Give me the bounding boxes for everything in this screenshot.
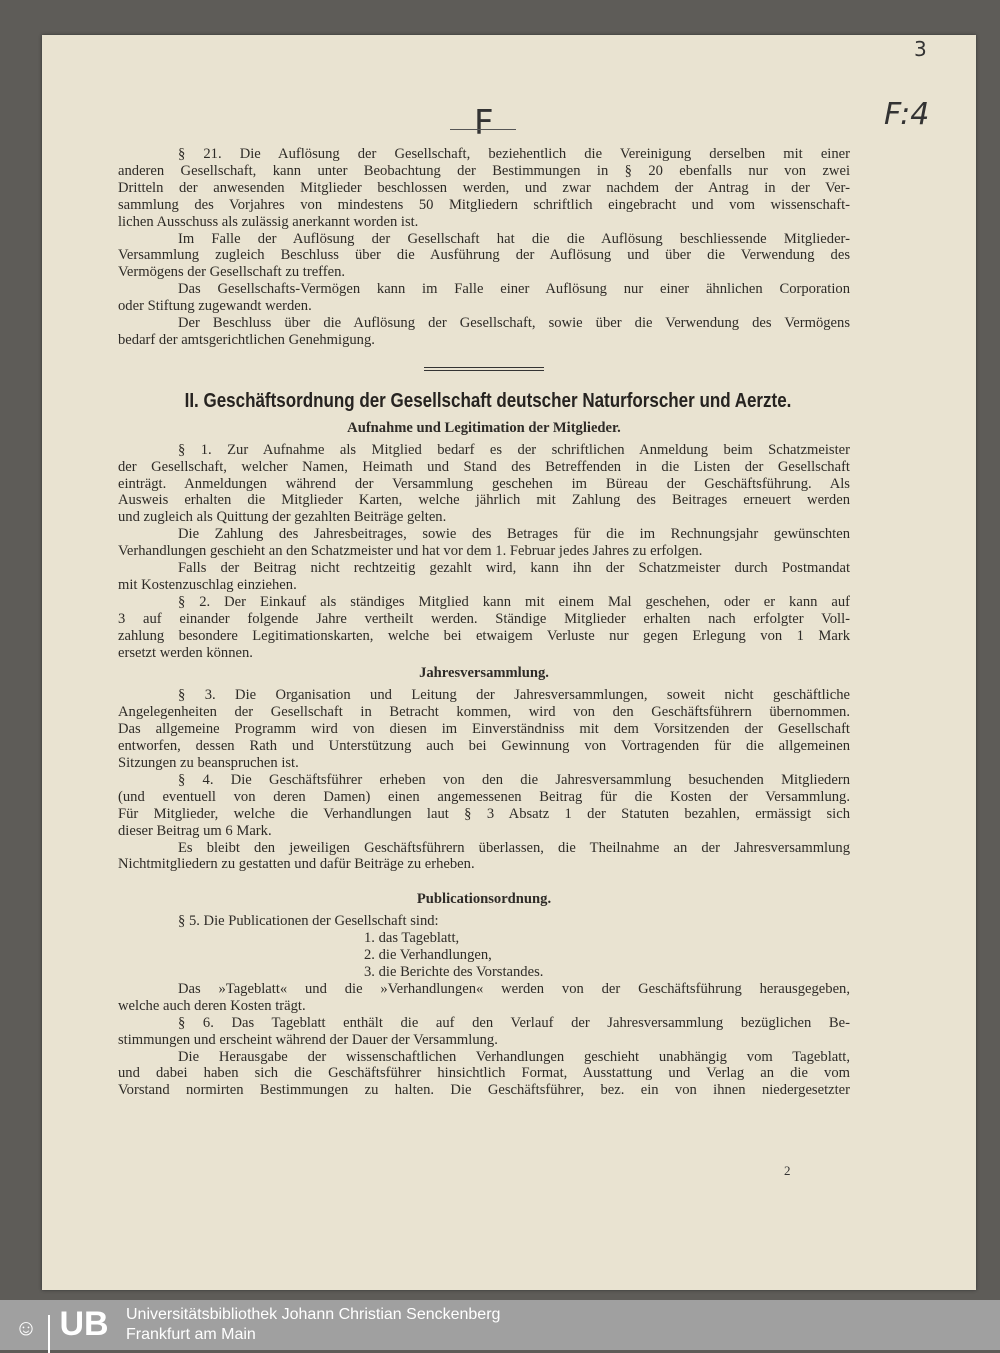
text-line: § 1. Zur Aufnahme als Mitglied bedarf es der schriftlichen Anmeldung beim Schatzmeister	[178, 441, 850, 458]
logo-text: UB	[59, 1305, 109, 1343]
list-item: 3. die Berichte des Vorstandes.	[364, 963, 544, 980]
text-line: bedarf der amtsgerichtlichen Genehmigung.	[118, 331, 375, 348]
text-line: § 21. Die Auflösung der Gesellschaft, beziehentlich die Vereinigung derselben mit einer	[178, 146, 850, 162]
text-line: Für Mitglieder, welche die Verhandlungen laut § 3 Absatz 1 der Statuten bezahlen, ermässigt sich	[118, 805, 850, 822]
text-line: zahlung besondere Legitimationskarten, welche bei etwaigem Verluste nur gegen Erlegung von 1 Mark	[118, 627, 850, 644]
page-number: 2	[784, 1163, 791, 1178]
paragraph	[118, 315, 850, 349]
text-line: Die Herausgabe der wissenschaftlichen Verhandlungen geschieht unabhängig vom Tageblatt,	[178, 1048, 850, 1065]
text-line: (und eventuell von deren Damen) einen angemessenen Beitrag für die Kosten der Versammlung.	[118, 788, 850, 805]
subheading-jahresversammlung: Jahresversammlung.	[419, 665, 549, 682]
subheading-publicationsordnung: Publicationsordnung.	[416, 891, 552, 908]
list-item: 1. das Tageblatt,	[364, 930, 460, 947]
text-line: der Gesellschaft, welcher Namen, Heimath und Stand des Betreffenden in die Listen der Gesellschaft	[118, 458, 850, 475]
text-line: Es bleibt den jeweiligen Geschäftsführern überlassen, die Theilnahme an der Jahresversammlung	[178, 839, 850, 856]
text-line: Das allgemeine Programm wird von diesen im Einverständniss mit dem Vorsitzenden der Gesellschaft	[118, 721, 850, 738]
section-publication	[118, 981, 850, 1099]
handwritten-mark: F	[474, 103, 494, 143]
text-line: § 2. Der Einkauf als ständiges Mitglied kann mit einem Mal geschehen, oder er kann auf	[178, 593, 850, 610]
paragraph	[118, 560, 850, 594]
section-heading: II. Geschäftsordnung der Gesellschaft deutscher Naturforscher und Aerzte.	[184, 389, 792, 412]
paragraph	[118, 594, 850, 662]
library-name: Universitätsbibliothek Johann Christian Senckenberg	[126, 1306, 501, 1323]
text-line: Angelegenheiten der Gesellschaft in Betracht kommen, wird von den Geschäftsführern übernommen.	[118, 704, 850, 721]
text-line: und dabei haben sich die Geschäftsführer hinsichtlich Format, Ausstattung und Verlag an die vom	[118, 1065, 850, 1082]
text-line: dieser Beitrag um 6 Mark.	[118, 822, 272, 839]
text-line: oder Stiftung zugewandt werden.	[118, 298, 312, 315]
text-line: § 3. Die Organisation und Leitung der Jahresversammlungen, soweit nicht geschäftliche	[178, 687, 850, 704]
text-line: Der Beschluss über die Auflösung der Gesellschaft, sowie über die Verwendung des Vermögens	[178, 315, 850, 332]
text-line: sammlung des Vorjahres von mindestens 50 Mitgliedern schriftlich eingebracht und vom wissenschaft-	[118, 196, 850, 213]
text-line: stimmungen und erscheint während der Dauer der Versammlung.	[118, 1031, 498, 1048]
subheading-aufnahme: Aufnahme und Legitimation der Mitglieder.	[347, 419, 621, 436]
text-line: § 4. Die Geschäftsführer erheben von den die Jahresversammlung besuchenden Mitgliedern	[178, 771, 850, 788]
text-line: anderen Gesellschaft, kann unter Beobachtung der Bestimmungen in § 20 ebenfalls nur von zwei	[118, 162, 850, 179]
text-line: Das Gesellschafts-Vermögen kann im Falle einer Auflösung nur einer ähnlichen Corporation	[178, 281, 850, 298]
publication-list	[118, 930, 850, 981]
text-line: Sitzungen zu beanspruchen ist.	[118, 755, 299, 771]
paragraph	[118, 231, 850, 282]
text-line: 3 auf einander folgende Jahre vertheilt werden. Ständige Mitglieder erhalten nach erfolgter Voll-	[118, 610, 850, 627]
paragraph	[118, 146, 850, 231]
handwritten-page-mark: 3	[914, 37, 927, 61]
section-21	[118, 146, 850, 349]
text-line: welche auch deren Kosten trägt.	[118, 997, 306, 1014]
text-line: einträgt. Anmeldungen während der Versammlung geschehen im Büreau der Geschäftsführung. Als	[118, 475, 850, 492]
document-text	[118, 146, 850, 1099]
text-line: und zugleich als Quittung der gezahlten Beiträge gelten.	[118, 509, 447, 526]
text-line: Vorstand normirten Bestimmungen zu halten. Die Geschäftsführer, bez. ein von ihnen niedergesetzter	[118, 1082, 850, 1099]
section-aufnahme	[118, 442, 850, 662]
text-line: Vermögens der Gesellschaft zu treffen.	[118, 264, 346, 281]
paragraph-5: § 5. Die Publicationen der Gesellschaft sind:	[178, 913, 439, 930]
paragraph	[118, 281, 850, 315]
library-city: Frankfurt am Main	[126, 1326, 256, 1343]
footer-bar	[0, 1300, 1000, 1350]
text-line: entworfen, dessen Rath und Unterstützung auch bei Gewinnung von Vortragenden für die allgemeinen	[118, 738, 850, 755]
text-line: Verhandlungen geschieht an den Schatzmeister und hat vor dem 1. Februar jedes Jahres zu erfolgen.	[118, 543, 703, 560]
text-line: Versammlung zugleich Beschluss über die Ausführung der Auflösung und über die Verwendung des	[118, 247, 850, 264]
text-line: ersetzt werden können.	[118, 644, 253, 661]
text-line: § 6. Das Tageblatt enthält die auf den Verlauf der Jahresversammlung bezüglichen Be-	[178, 1014, 850, 1031]
divider	[424, 367, 544, 371]
text-line: Die Zahlung des Jahresbeitrages, sowie des Betrages für die im Rechnungsjahr gewünschten	[178, 526, 850, 543]
mark-underline	[450, 129, 516, 130]
list-item: 2. die Verhandlungen,	[364, 947, 492, 964]
section-jahresversammlung	[118, 687, 850, 873]
text-line: Falls der Beitrag nicht rechtzeitig gezahlt wird, kann ihn der Schatzmeister durch Postmandat	[178, 560, 850, 577]
text-line: Nichtmitgliedern zu gestatten und dafür Beiträge zu erheben.	[118, 856, 475, 873]
paragraph	[118, 772, 850, 840]
text-line: lichen Ausschuss als zulässig anerkannt worden ist.	[118, 213, 419, 230]
text-line: mit Kostenzuschlag einziehen.	[118, 576, 297, 593]
paragraph	[118, 1049, 850, 1100]
text-line: Im Falle der Auflösung der Gesellschaft hat die die Auflösung beschliessende Mitglieder-	[178, 230, 850, 247]
paragraph	[118, 687, 850, 772]
paragraph	[118, 526, 850, 560]
paragraph	[118, 1015, 850, 1049]
ub-logo	[4, 1305, 119, 1345]
handwritten-folio: F:4	[884, 97, 930, 132]
paragraph	[118, 442, 850, 527]
bust-icon: ☺	[4, 1315, 50, 1353]
paragraph	[118, 840, 850, 874]
text-line: Ausweis erhalten die Mitglieder Karten, welche jährlich mit Zahlung des Beitrages erneuert werden	[118, 492, 850, 509]
text-line: Das »Tageblatt« und die »Verhandlungen« werden von der Geschäftsführung herausgegeben,	[178, 980, 850, 997]
text-line: Dritteln der anwesenden Mitglieder beschlossen werden, und zwar nachdem der Antrag in der Ver-	[118, 179, 850, 196]
paragraph	[118, 981, 850, 1015]
